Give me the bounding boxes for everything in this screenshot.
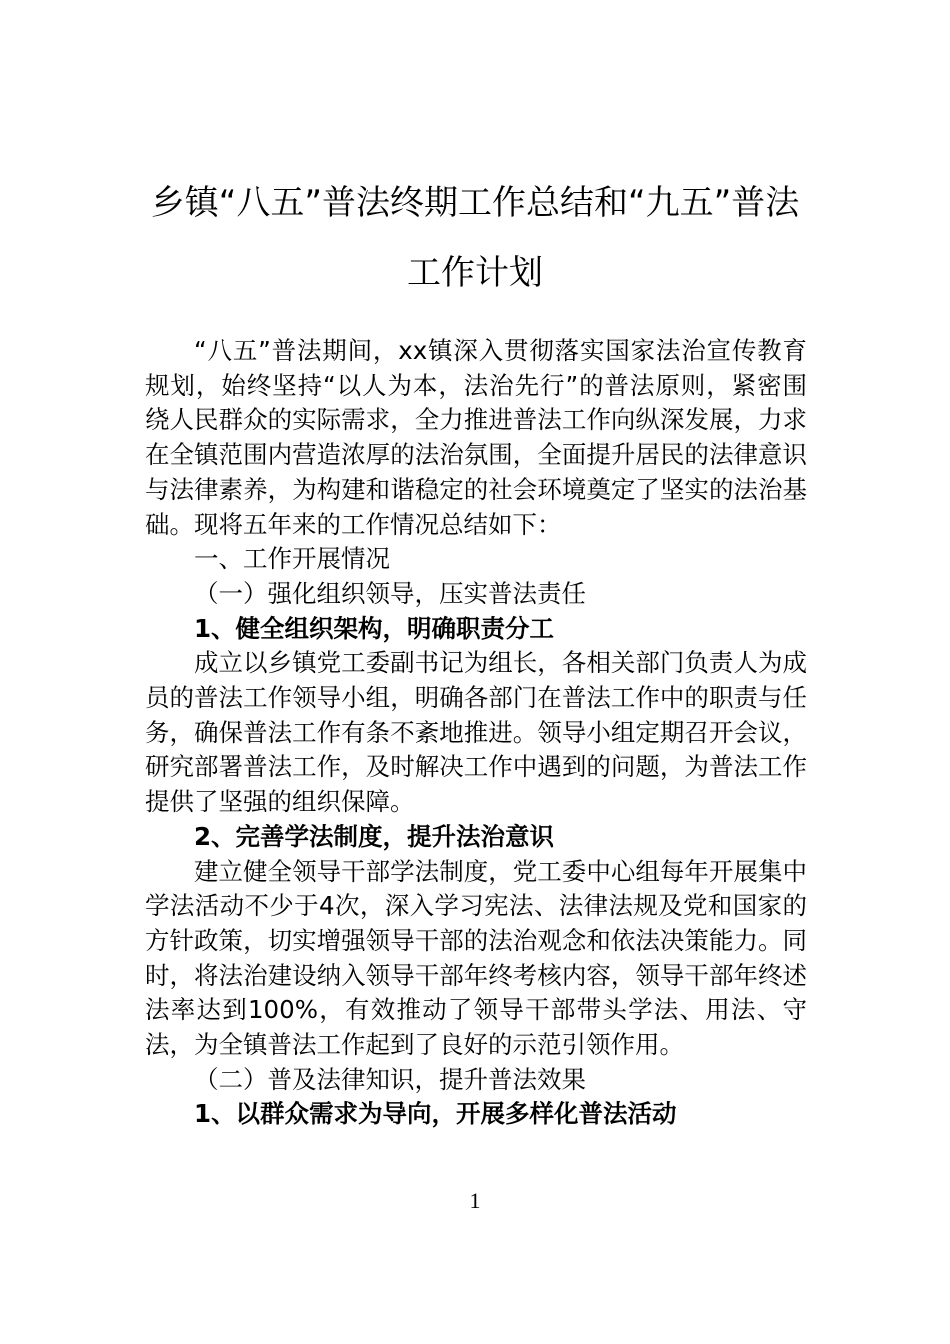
page-number: 1: [469, 1188, 481, 1213]
paragraph: “八五”普法期间，xx镇深入贯彻落实国家法治宣传教育规划，始终坚持“以人为本，法治先行”的普法原则，紧密围绕人民群众的实际需求，全力推进普法工作向纵深发展，力求在全镇范围内营造浓厚的法治氛围，全面提升居民的法律意识与法律素养，为构建和谐稳定的社会环境奠定了坚实的法治基础。现将五年来的工作情况总结如下：: [145, 336, 807, 539]
paragraph: 成立以乡镇党工委副书记为组长，各相关部门负责人为成员的普法工作领导小组，明确各部门在普法工作中的职责与任务，确保普法工作有条不紊地推进。领导小组定期召开会议，研究部署普法工作，及时解决工作中遇到的问题，为普法工作提供了坚强的组织保障。: [145, 648, 807, 817]
document-body: [145, 334, 807, 1132]
section-heading: 2、完善学法制度，提升法治意识: [194, 821, 555, 851]
paragraph: 一、工作开展情况: [194, 544, 390, 574]
paragraph: （二）普及法律知识，提升普法效果: [194, 1064, 586, 1094]
section-heading: 1、健全组织架构，明确职责分工: [194, 613, 555, 643]
paragraph: 建立健全领导干部学法制度，党工委中心组每年开展集中学法活动不少于4次，深入学习宪法、法律法规及党和国家的方针政策，切实增强领导干部的法治观念和依法决策能力。同时，将法治建设纳入领导干部年终考核内容，领导干部年终述法率达到100%，有效推动了领导干部带头学法、用法、守法，为全镇普法工作起到了良好的示范引领作用。: [145, 856, 807, 1060]
document-title: 乡镇“八五”普法终期工作总结和“九五”普法工作计划: [150, 183, 800, 293]
section-heading: 1、以群众需求为导向，开展多样化普法活动: [194, 1099, 677, 1129]
paragraph: （一）强化组织领导，压实普法责任: [194, 578, 586, 608]
